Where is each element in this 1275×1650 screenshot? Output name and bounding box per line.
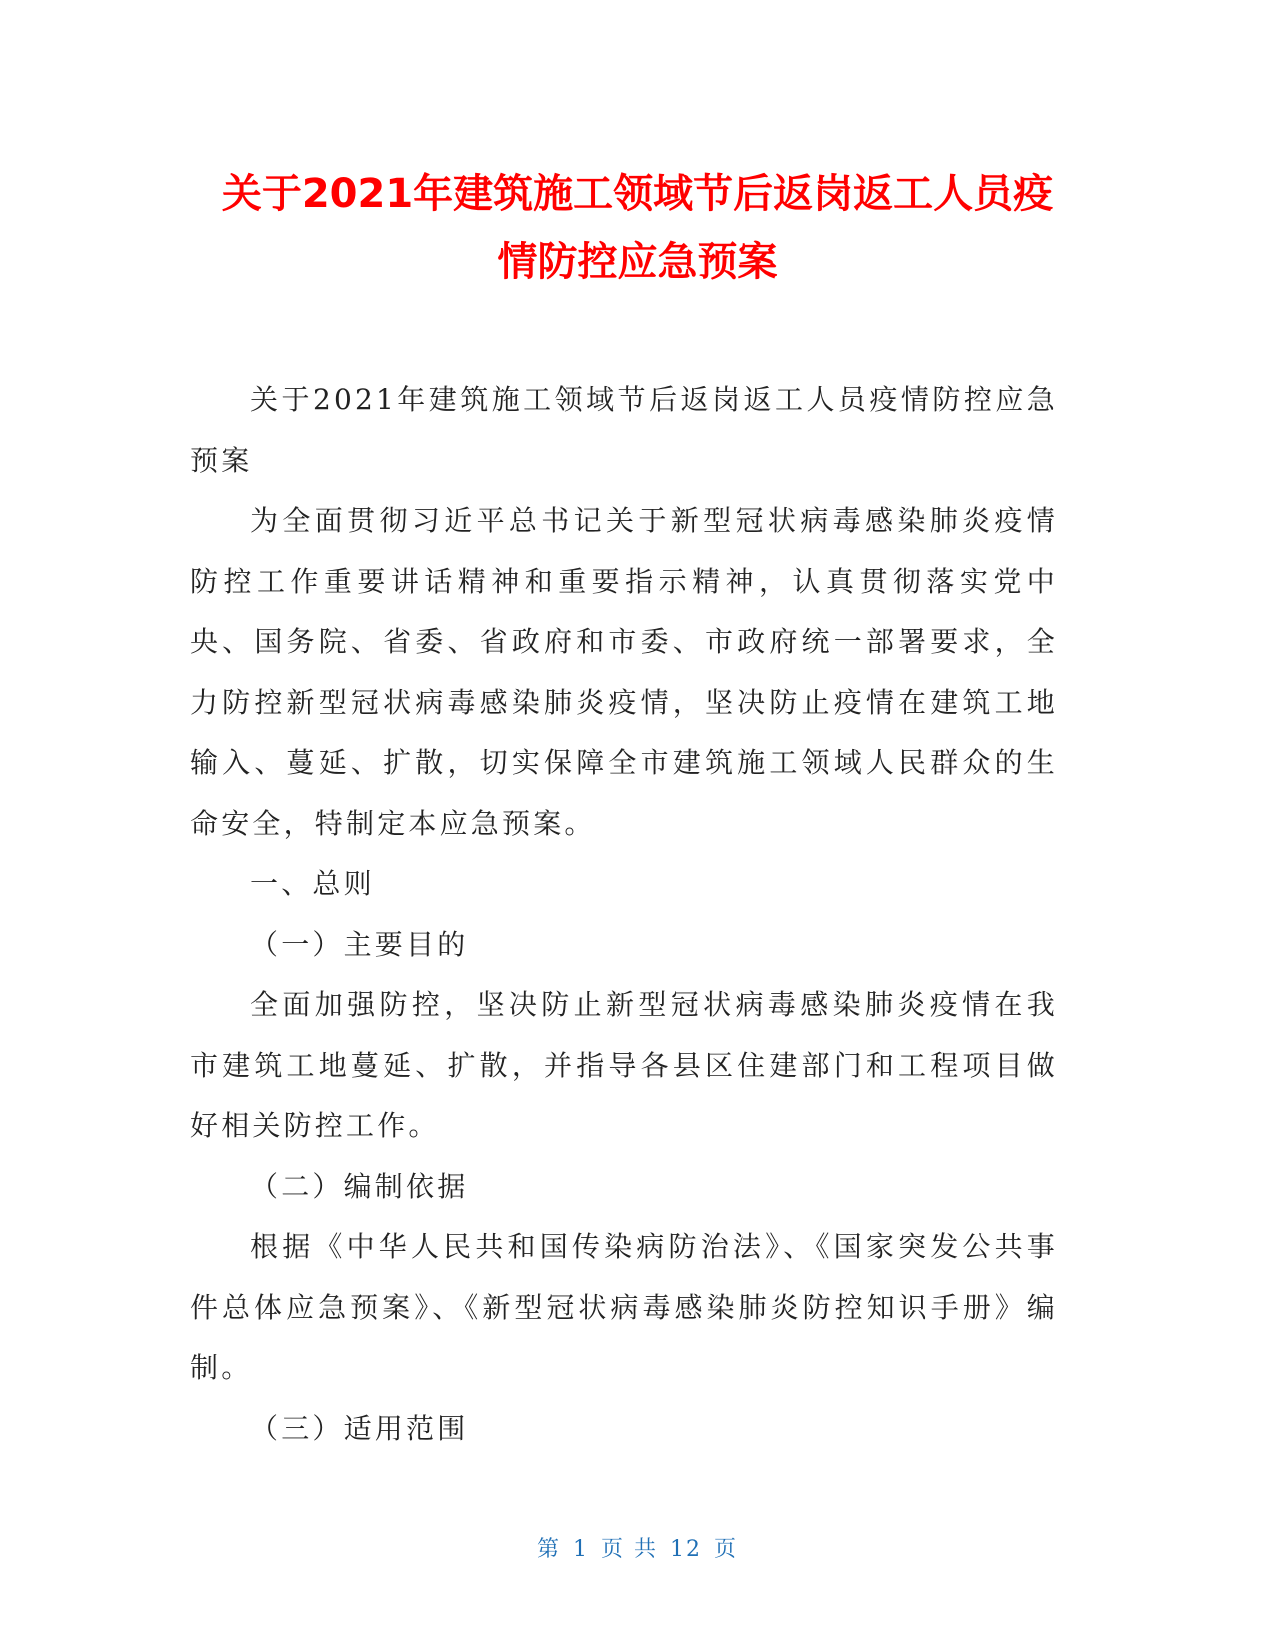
subsection-heading-scope: （三）适用范围 [250, 1411, 469, 1445]
paragraph-intro: 为全面贯彻习近平总书记关于新型冠状病毒感染肺炎疫情防控工作重要讲话精神和重要指示精神，认真贯彻落实党中央、国务院、省委、省政府和市委、市政府统一部署要求，全力防控新型冠状病毒感染肺炎疫情，坚决防止疫情在建筑工地输入、蔓延、扩散，切实保障全市建筑施工领域人民群众的生命安全，特制定本应急预案。 [190, 504, 1058, 840]
page-footer [0, 1532, 1275, 1563]
title-line-1: 关于2021年建筑施工领域节后返岗返工人员疫 [221, 171, 1054, 217]
footer-mid: 页 共 [601, 1537, 658, 1562]
footer-total-pages: 12 [670, 1537, 702, 1562]
subsection-heading-basis: （二）编制依据 [250, 1169, 469, 1203]
paragraph-basis: 根据《中华人民共和国传染病防治法》、《国家突发公共事件总体应急预案》、《新型冠状病毒感染肺炎防控知识手册》编制。 [190, 1230, 1058, 1384]
paragraph-purpose: 全面加强防控，坚决防止新型冠状病毒感染肺炎疫情在我市建筑工地蔓延、扩散，并指导各县区住建部门和工程项目做好相关防控工作。 [190, 988, 1058, 1142]
footer-suffix: 页 [714, 1537, 739, 1562]
title-line-2: 情防控应急预案 [497, 239, 778, 285]
document-body [190, 370, 1058, 1459]
footer-current-page: 1 [573, 1537, 589, 1562]
section-heading-general: 一、总则 [250, 867, 375, 900]
document-title [150, 160, 1125, 296]
subsection-heading-purpose: （一）主要目的 [250, 927, 469, 961]
footer-prefix: 第 [536, 1537, 561, 1562]
paragraph-subtitle: 关于2021年建筑施工领域节后返岗返工人员疫情防控应急预案 [190, 383, 1058, 477]
